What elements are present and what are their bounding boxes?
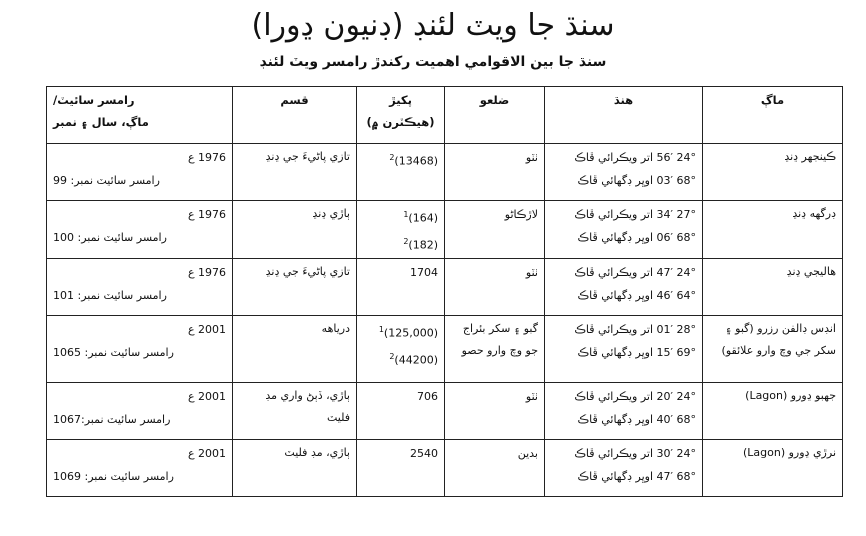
cell-ramsar: 2001 ع رامسر سائيٽ نمبر: 1069: [47, 440, 233, 497]
cell-type: تازي پاڻيءَ جي ڍنڍ: [233, 144, 357, 201]
cell-type: تازي پاڻيءَ جي ڍنڍ: [233, 259, 357, 316]
table-row: [47, 144, 843, 201]
cell-site: جهبو ڍورو (Lagon): [703, 383, 843, 440]
cell-area: $(164)^1$ $(182)^2$: [357, 201, 445, 259]
cell-ramsar: 1976 ع رامسر سائيٽ نمبر: 100: [47, 201, 233, 259]
cell-coords: 27° 34′ اتر ويڪرائي ڦاڪ 68° 06′ اوڀر ڊگهائي ڦاڪ: [545, 201, 703, 259]
cell-district: بدين: [445, 440, 545, 497]
header-district: ضلعو: [445, 87, 545, 144]
table-row: [47, 316, 843, 383]
cell-type: ٻاڙي، ڏٻڻ واري مڊ فليٽ: [233, 383, 357, 440]
cell-type: ٻاڙي، مڊ فليٽ: [233, 440, 357, 497]
table-row: [47, 259, 843, 316]
cell-area: $(125,000)^1$ $(44200)^2$: [357, 316, 445, 383]
cell-type: ٻاڙي ڍنڍ: [233, 201, 357, 259]
cell-district: لاڙڪاڻو: [445, 201, 545, 259]
cell-district: گبو ۽ سکر بئراج جو وچ وارو حصو: [445, 316, 545, 383]
cell-coords: 24° 30′ اتر ويڪرائي ڦاڪ 68° 47′ اوڀر ڊگهائي ڦاڪ: [545, 440, 703, 497]
cell-site: هاليجي ڍنڍ: [703, 259, 843, 316]
header-ramsar: رامسر سائيٽ/ ماڳ، سال ۽ نمبر: [47, 87, 233, 144]
cell-site: نرڙي ڍورو (Lagon): [703, 440, 843, 497]
cell-area: 2540: [357, 440, 445, 497]
header-type: قسم: [233, 87, 357, 144]
cell-district: ٺٽو: [445, 144, 545, 201]
cell-coords: 28° 01′ اتر ويڪرائي ڦاڪ 69° 15′ اوڀر ڊگهائي ڦاڪ: [545, 316, 703, 383]
ramsar-sites-table: [46, 86, 843, 497]
cell-area: 1704: [357, 259, 445, 316]
header-area: پکيڙ (هيڪٽرن ۾): [357, 87, 445, 144]
table-header-row: [47, 87, 843, 144]
cell-ramsar: 1976 ع رامسر سائيٽ نمبر: 101: [47, 259, 233, 316]
table-row: [47, 440, 843, 497]
cell-site: ڪينجهر ڍنڍ: [703, 144, 843, 201]
cell-type: درياهه: [233, 316, 357, 383]
cell-coords: 24° 47′ اتر ويڪرائي ڦاڪ 64° 46′ اوڀر ڊگهائي ڦاڪ: [545, 259, 703, 316]
cell-district: ٺٽو: [445, 259, 545, 316]
table-row: [47, 201, 843, 259]
document-title: سنڌ جا ويٽ لئنڊ (ڊنيون ڍورا): [251, 8, 615, 43]
document-subtitle: سنڌ جا بين الاقوامي اهميت رکندڙ رامسر ويٽ لئنڊ: [259, 54, 607, 70]
header-site: ماڳ: [703, 87, 843, 144]
header-coords: هنڌ: [545, 87, 703, 144]
cell-ramsar: 1976 ع رامسر سائيٽ نمبر: 99: [47, 144, 233, 201]
cell-coords: 24° 56′ اتر ويڪرائي ڦاڪ 68° 03′ اوڀر ڊگهائي ڦاڪ: [545, 144, 703, 201]
cell-area: $(13468)^2$: [357, 144, 445, 201]
cell-site: انڊس ڊالفن رزرو (گبو ۽ سکر جي وچ وارو علائقو): [703, 316, 843, 383]
table-row: [47, 383, 843, 440]
cell-district: ٺٽو: [445, 383, 545, 440]
cell-ramsar: 2001 ع رامسر سائيٽ نمبر:1067: [47, 383, 233, 440]
cell-site: ڊرگهه ڍنڍ: [703, 201, 843, 259]
cell-area: 706: [357, 383, 445, 440]
cell-ramsar: 2001 ع رامسر سائيٽ نمبر: 1065: [47, 316, 233, 383]
cell-coords: 24° 20′ اتر ويڪرائي ڦاڪ 68° 40′ اوڀر ڊگهائي ڦاڪ: [545, 383, 703, 440]
